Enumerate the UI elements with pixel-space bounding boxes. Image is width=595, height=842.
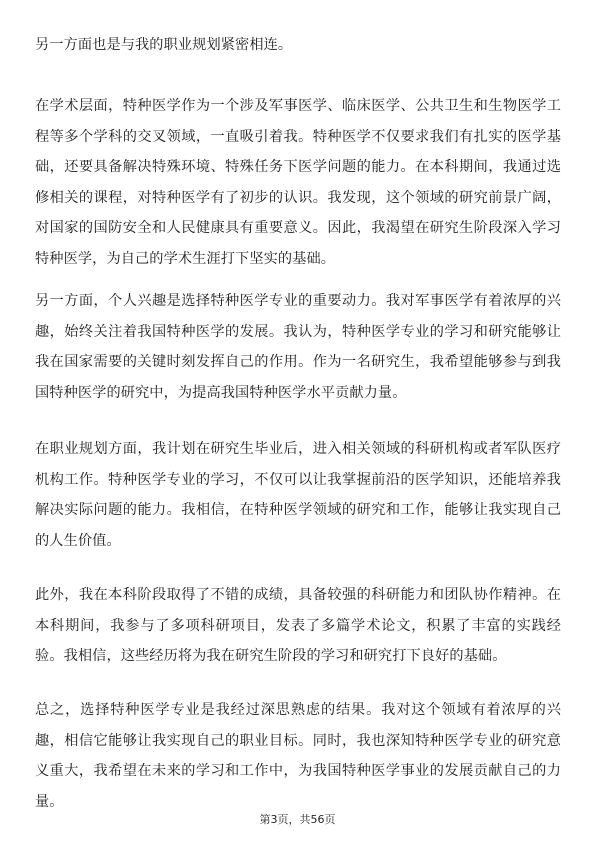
paragraph-career-intro: 另一方面也是与我的职业规划紧密相连。: [35, 37, 293, 53]
paragraph-conclusion: 总之，选择特种医学专业是我经过深思熟虑的结果。我对这个领域有着浓厚的兴趣，相信它能够让我实现自己的职业目标。同时，我也深知特种医学专业的研究意义重大，我希望在未来的学习和工作中，为我国特种医学事业的发展贡献自己的力量。: [35, 702, 561, 810]
page-number-footer: 第3页，共56页: [259, 813, 336, 826]
paragraph-career-plan: 在职业规划方面，我计划在研究生毕业后，进入相关领域的科研机构或者军队医疗机构工作。特种医学专业的学习，不仅可以让我掌握前沿的医学知识，还能培养我解决实际问题的能力。我相信，在特种医学领域的研究和工作，能够让我实现自己的人生价值。: [35, 441, 561, 549]
paragraph-achievements: 此外，我在本科阶段取得了不错的成绩，具备较强的科研能力和团队协作精神。在本科期间，我参与了多项科研项目，发表了多篇学术论文，积累了丰富的实践经验。我相信，这些经历将为我在研究生阶段的学习和研究打下良好的基础。: [35, 587, 561, 664]
paragraph-interest: 另一方面，个人兴趣是选择特种医学专业的重要动力。我对军事医学有着浓厚的兴趣，始终关注着我国特种医学的发展。我认为，特种医学专业的学习和研究能够让我在国家需要的关键时刻发挥自己的作用。作为一名研究生，我希望能够参与到我国特种医学的研究中，为提高我国特种医学水平贡献力量。: [35, 293, 561, 401]
paragraph-academic: 在学术层面，特种医学作为一个涉及军事医学、临床医学、公共卫生和生物医学工程等多个学科的交叉领域，一直吸引着我。特种医学不仅要求我们有扎实的医学基础，还要具备解决特殊环境、特殊任务下医学问题的能力。在本科期间，我通过选修相关的课程，对特种医学有了初步的认识。我发现，这个领域的研究前景广阔，对国家的国防安全和人民健康具有重要意义。因此，我渴望在研究生阶段深入学习特种医学，为自己的学术生涯打下坚实的基础。: [35, 98, 561, 267]
